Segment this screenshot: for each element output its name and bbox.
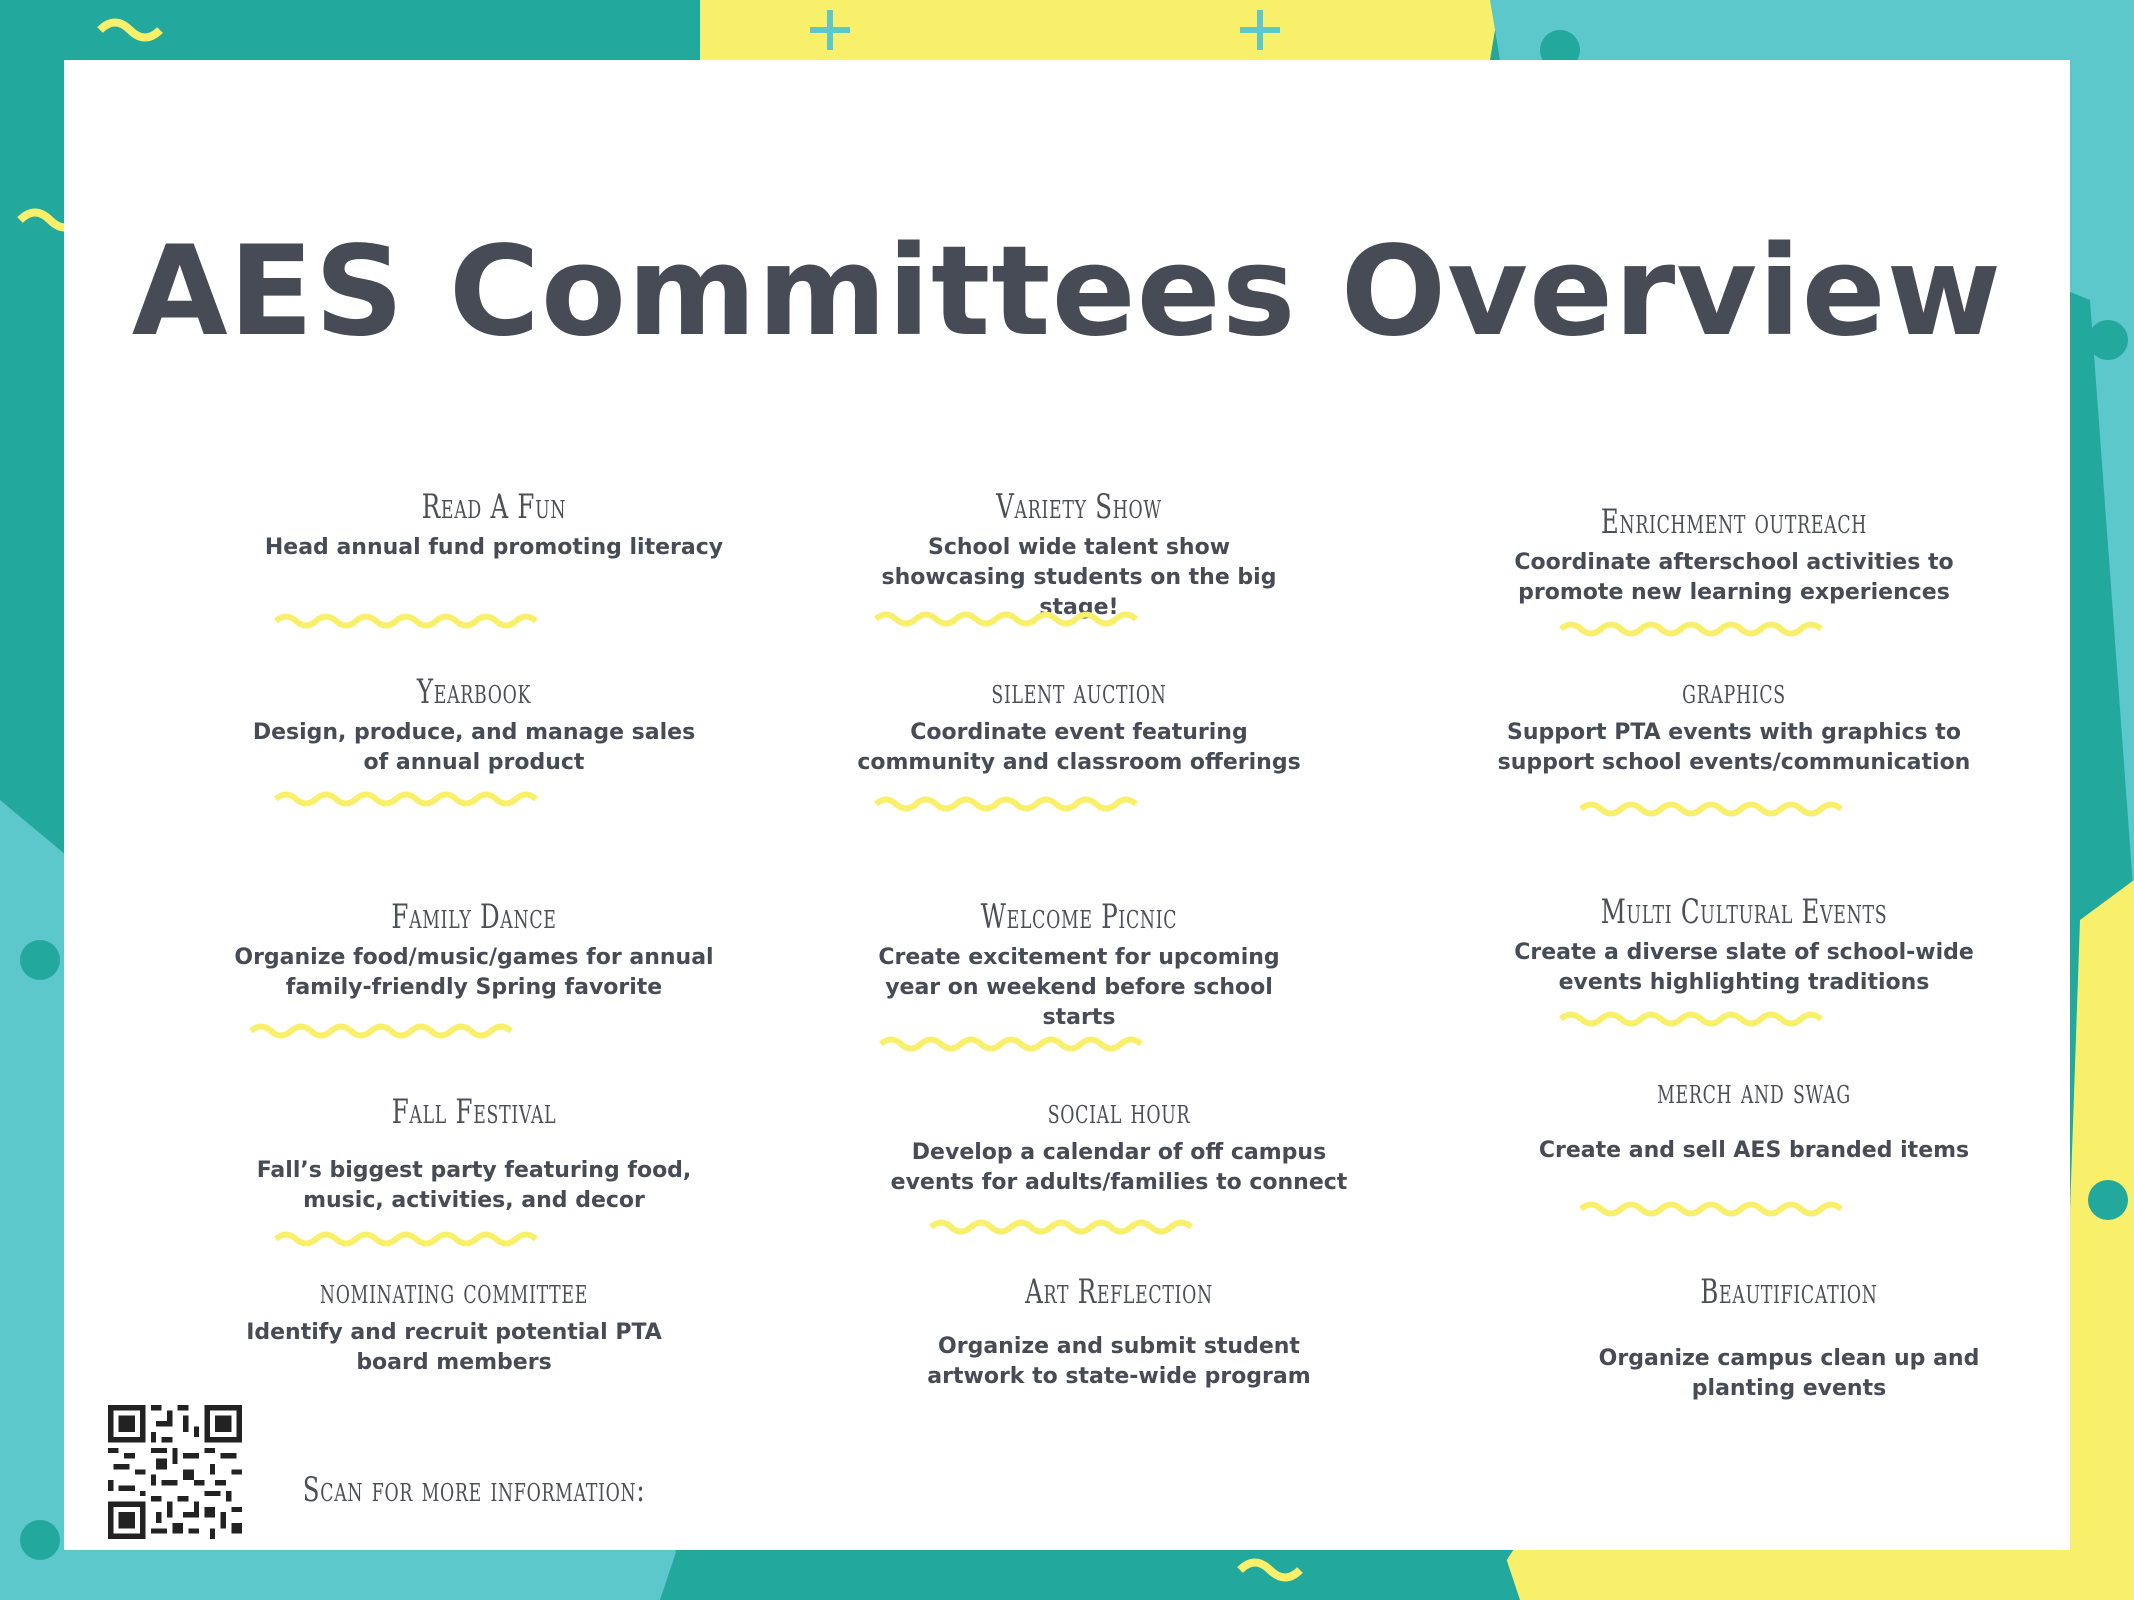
committee-description: Organize and submit student artwork to state-wide program: [927, 1334, 1311, 1389]
committee-description: Organize campus clean up and planting events: [1598, 1346, 1980, 1401]
qr-code-icon[interactable]: [108, 1405, 242, 1539]
committee-name: Art Reflection: [1025, 1272, 1213, 1312]
committee-description: Coordinate event featuring community and classroom offerings: [857, 720, 1301, 775]
wave-divider: [274, 612, 544, 630]
committee-name: Fall Festival: [391, 1092, 557, 1132]
committee-description: Support PTA events with graphics to support school events/communication: [1497, 720, 1971, 775]
wave-divider: [1559, 1010, 1829, 1028]
committee-description: Create a diverse slate of school-wide events highlighting traditions: [1514, 940, 1974, 995]
committee-description: School wide talent show showcasing students on the big stage!: [881, 535, 1277, 620]
overview-card: [64, 60, 2070, 1550]
wave-divider: [274, 790, 544, 808]
committee-name: Yearbook: [416, 672, 532, 712]
committee-name: Read A Fun: [421, 487, 567, 527]
committee-item: [779, 670, 1379, 778]
committee-item: [194, 485, 794, 563]
wave-divider: [879, 1035, 1149, 1053]
committee-item: [174, 895, 774, 1003]
committee-item: [1444, 890, 2044, 998]
committee-name: Welcome Picnic: [980, 897, 1178, 937]
committee-name: silent auction: [991, 672, 1167, 712]
committee-description: Create and sell AES branded items: [1538, 1138, 1970, 1163]
committee-item: [174, 670, 774, 778]
committee-description: Coordinate afterschool activities to promote new learning experiences: [1514, 550, 1954, 605]
committee-name: Variety Show: [996, 487, 1162, 527]
wave-divider: [874, 610, 1144, 628]
wave-divider: [1579, 800, 1849, 818]
wave-divider: [1579, 1200, 1849, 1218]
committee-item: [779, 485, 1379, 623]
wave-divider: [274, 1230, 544, 1248]
committee-item: [1434, 670, 2034, 778]
committee-description: Identify and recruit potential PTA board members: [246, 1320, 662, 1375]
committee-description: Develop a calendar of off campus events for adults/families to connect: [890, 1140, 1348, 1195]
committee-item: [1489, 1270, 2089, 1404]
wave-divider: [249, 1022, 519, 1040]
committee-name: graphics: [1682, 672, 1786, 712]
committee-description: Fall’s biggest party featuring food, music, activities, and decor: [256, 1158, 692, 1213]
committee-item: [819, 1270, 1419, 1392]
committee-description: Organize food/music/games for annual family-friendly Spring favorite: [234, 945, 714, 1000]
committee-name: merch and swag: [1657, 1072, 1851, 1112]
page-title: AES Committees Overview: [131, 220, 2003, 364]
wave-divider: [929, 1218, 1199, 1236]
committee-item: [779, 895, 1379, 1033]
committee-item: [154, 1270, 754, 1378]
committee-name: Enrichment outreach: [1600, 502, 1868, 542]
committee-item: [1454, 1070, 2054, 1166]
committee-description: Create excitement for upcoming year on weekend before school starts: [878, 945, 1280, 1030]
committee-item: [819, 1090, 1419, 1198]
committee-description: Head annual fund promoting literacy: [264, 535, 724, 560]
committee-item: [174, 1090, 774, 1216]
committee-item: [1434, 500, 2034, 608]
committee-name: social hour: [1047, 1092, 1191, 1132]
committee-name: Multi Cultural Events: [1600, 892, 1888, 932]
wave-divider: [874, 795, 1144, 813]
wave-divider: [1559, 620, 1829, 638]
qr-caption: Scan for more information:: [302, 1470, 646, 1510]
committee-description: Design, produce, and manage sales of annual product: [252, 720, 696, 775]
committee-name: Family Dance: [391, 897, 557, 937]
committee-name: nominating committee: [319, 1272, 589, 1312]
committee-name: Beautification: [1700, 1272, 1878, 1312]
